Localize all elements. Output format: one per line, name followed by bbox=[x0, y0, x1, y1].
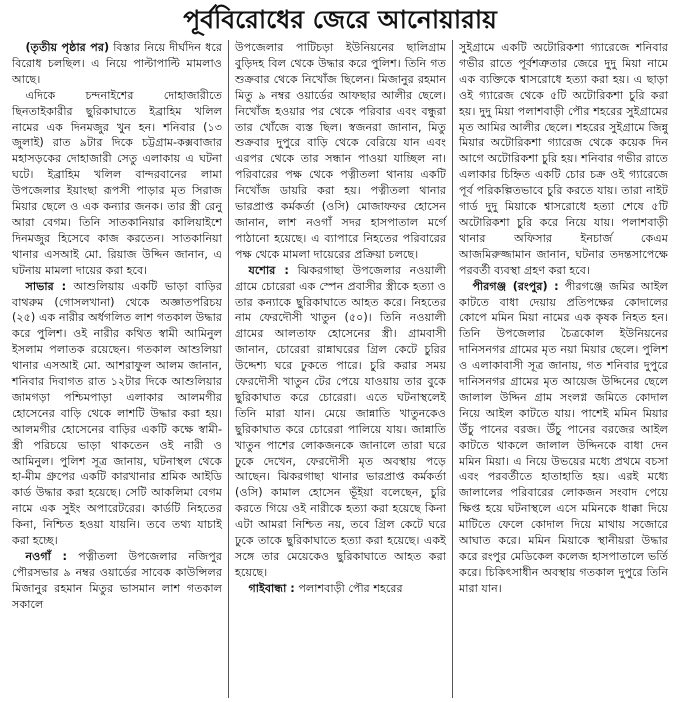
paragraph-text: বিস্তার নিয়ে দীর্ঘদিন ধরে বিরোধ চলছিল। এ নিয়ে পাল্টাপাল্টি মামলাও আছে। bbox=[12, 41, 222, 86]
article-paragraph bbox=[459, 279, 668, 597]
paragraph-text: পত্নীতলা উপজেলার নজিপুর পৌরসভার ৯ নম্বর ওয়ার্ডের সাবেক কাউন্সিলর মিজানুর রহমান মিতুর ভাসমান লাশ গতকাল সকালে bbox=[12, 550, 222, 611]
dateline: যশোর : bbox=[248, 263, 289, 277]
article-paragraph bbox=[235, 581, 446, 597]
dateline: নওগাঁ : bbox=[25, 550, 68, 563]
article-paragraph bbox=[459, 40, 668, 279]
column-3 bbox=[452, 40, 674, 698]
article-paragraph bbox=[12, 40, 222, 88]
article-columns bbox=[6, 40, 674, 698]
column-1 bbox=[6, 40, 228, 698]
paragraph-text: পলাশবাড়ী পৌর শহরের bbox=[294, 581, 403, 595]
article-paragraph bbox=[12, 549, 222, 613]
article-paragraph bbox=[235, 263, 446, 581]
column-2 bbox=[228, 40, 452, 698]
dateline: গাইবান্ধা : bbox=[248, 581, 295, 595]
dateline: (তৃতীয় পৃষ্ঠার পর) bbox=[25, 41, 110, 54]
dateline: সাভার : bbox=[25, 279, 67, 293]
article-paragraph bbox=[12, 279, 222, 549]
article-paragraph bbox=[235, 40, 446, 263]
headline: পূর্ববিরোধের জেরে আনোয়ারায় bbox=[183, 5, 497, 34]
paragraph-text: উপজেলার পাটিচড়া ইউনিয়নের ছালিগ্রাম বুড়িদহ বিল থেকে উদ্ধার করে পুলিশ। তিনি গত শুক্রবার থেকে নিখোঁজ ছিলেন। মিজানুর রহমান মিতু ৯ নম্বর ওয়ার্ডের আফছার আলীর ছেলে। নিখোঁজ হওয়ার পর থেকে পরিবার এবং বন্ধুরা তার খোঁজে ব্যস্ত ছিল। স্বজনরা জানান, মিতু শুক্রবার দুপুরে বাড়ি থেকে বেরিয়ে যান এবং এরপর থেকে তার সন্ধান পাওয়া যাচ্ছিল না। পরিবারের পক্ষ থেকে পত্নীতলা থানায় একটি নিখোঁজ ডায়রি করা হয়। পত্নীতলা থানার ভারপ্রাপ্ত কর্মকর্তা (ওসি) মোজাফফর হোসেন জানান, লাশ নওগাঁ সদর হাসপাতাল মর্গে পাঠানো হয়েছে। এ ব্যাপারে নিহতের পরিবারের পক্ষ থেকে মামলা দায়েরের প্রক্রিয়া চলছে। bbox=[235, 41, 446, 261]
paragraph-text: এদিকে চন্দনাইশের দোহাজারীতে ছিনতাইকারীর ছুরিকাঘাতে ইব্রাহিম খলিল নামের এক দিনমজুর খুন হন। শনিবার (১৩ জুলাই) রাত ৯টার দিকে চট্টগ্রাম-কক্সবাজার মহাসড়কের দোহাজারী সেতু এলাকায় এ ঘটনা ঘটে। ইব্রাহিম খলিল বান্দরবানের লামা উপজেলার ইয়াংছা রূপসী পাড়ার মৃত সিরাজ মিয়ার ছেলে ও এক কন্যার জনক। তার স্ত্রী রেনু আরা বেগম। তিনি সাতকানিয়ার কালিয়াইশে দিনমজুর হিসেবে কাজ করতেন। সাতকানিয়া থানার এসআই মো. রিয়াজ উদ্দিন জানান, এ ঘটনায় মামলা দায়ের করা হবে। bbox=[12, 88, 222, 277]
dateline: পীরগঞ্জ (রংপুর) : bbox=[472, 279, 559, 293]
paragraph-text: আশুলিয়ায় একটি ভাড়া বাড়ির বাথরুম (গোসলখানা) থেকে অজ্ঞাতপরিচয় (২৫) এক নারীর অর্ধগলিত লাশ গতকাল উদ্ধার করে পুলিশ। ওই নারীর কথিত স্বামী আমিনুল ইসলাম পলাতক রয়েছেন। গতকাল আশুলিয়া থানার এসআই মো. আশরাফুল আলম জানান, শনিবার দিবাগত রাত ১২টার দিকে আশুলিয়ার জামগড়া পশ্চিমপাড়া এলাকার আলমগীর হোসেনের বাড়ি থেকে লাশটি উদ্ধার করা হয়। আলমগীর হোসেনের বাড়ির একটি কক্ষে স্বামী-স্ত্রী পরিচয়ে ভাড়া থাকতেন ওই নারী ও আমিনুল। পুলিশ সূত্র জানায়, ঘটনাস্থল থেকে হা-মীম গ্রুপের একটি কারখানার শ্রমিক আইডি কার্ড উদ্ধার করা হয়েছে। সেটি আকলিমা বেগম নামে এক সুইং অপারেটরের। কার্ডটি নিহতের কিনা, নিশ্চিত হওয়া যায়নি। তবে তথ্য যাচাই করা হচ্ছে। bbox=[12, 279, 222, 548]
paragraph-text: পীরগঞ্জে জমির আইল কাটতে বাধা দেয়ায় প্রতিপক্ষের কোদালের কোপে মমিন মিয়া নামের এক কৃষক নিহত হন। তিনি উপজেলার চৈত্রকোল ইউনিয়নের দানিসনগর গ্রামের মৃত নয়া মিয়ার ছেলে। পুলিশ ও এলাকাবাসী সূত্র জানায়, গত শনিবার দুপুরে দানিসনগর গ্রামের মৃত আয়েজ উদ্দিনের ছেলে জালাল উদ্দিন গ্রাম সংলগ্ন জমিতে কোদাল নিয়ে আইল কাটতে যায়। পাশেই মমিন মিয়ার উঁচু পানের বরজ। উঁচু পানের বরজের আইল কাটতে থাকলে জালাল উদ্দিনকে বাধা দেন মমিন মিয়া। এ নিয়ে উভয়ের মধ্যে প্রথমে বচসা এবং পরবর্তীতে হাতাহাতি হয়। এরই মধ্যে জালালের পরিবারের লোকজন সংবাদ পেয়ে ক্ষিপ্ত হয়ে ঘটনাস্থলে এসে মমিনকে ধাক্কা দিয়ে মাটিতে ফেলে কোদাল দিয়ে মাথায় সজোরে আঘাত করে। মমিন মিয়াকে স্থানীয়রা উদ্ধার করে রংপুর মেডিকেল কলেজ হাসপাতালে ভর্তি করে। চিকিৎসাধীন অবস্থায় গতকাল দুপুরে তিনি মারা যান। bbox=[459, 279, 668, 595]
paragraph-text: সুইগ্রামে একটি অটোরিকশা গ্যারেজে শনিবার গভীর রাতে পূর্বশত্রুতার জেরে দুদু মিয়া নামে এক ব্যক্তিকে শ্বাসরোধে হত্যা করা হয়। এ ছাড়া ওই গ্যারেজ থেকে ৫টি অটোরিকশা চুরি করা হয়। দুদু মিয়া পলাশবাড়ী পৌর শহরের সুইগ্রামের মৃত আমির আলীর ছেলে। শহরের সুইগ্রামে জিন্নু মিয়ার অটোরিকশা গ্যারেজ থেকে কয়েক দিন আগে অটোরিকশা চুরি হয়। শনিবার গভীর রাতে এলাকার চিহ্নিত একটি চোর চক্র ওই গ্যারেজে পূর্ব পরিকল্পিতভাবে চুরি করতে যায়। তারা নাইট গার্ড দুদু মিয়াকে শ্বাসরোধে হত্যা শেষে ৫টি অটোরিকশা চুরি করে নিয়ে যায়। পলাশবাড়ী থানার অফিসার ইনচার্জ কেএম আজমিরুজ্জামান জানান, ঘটনার তদন্তসাপেক্ষে পরবর্তী ব্যবস্থা গ্রহণ করা হবে। bbox=[459, 41, 668, 277]
article-paragraph bbox=[12, 88, 222, 279]
paragraph-text: ঝিকরগাছা উপজেলার নওয়ালী গ্রামে চোরেরা এক স্পেন প্রবাসীর স্ত্রীকে হত্যা ও তার কন্যাকে ছুরিকাঘাতে আহত করে। নিহতের নাম ফেরদৌসী খাতুন (৫০)। তিনি নওয়ালী গ্রামের আলতাফ হোসেনের স্ত্রী। গ্রামবাসী জানান, চোরেরা রান্নাঘরের গ্রিল কেটে চুরির উদ্দেশ্য ঘরে ঢুকতে পারে। চুরি করার সময় ফেরদৌসী খাতুন টের পেয়ে যাওয়ায় তার বুকে ছুরিকাঘাত করে চোরেরা। এতে ঘটনাস্থলেই তিনি মারা যান। মেয়ে জান্নাতি খাতুনকেও ছুরিকাঘাত করে চোরেরা পালিয়ে যায়। জান্নাতি খাতুন পাশের লোকজনকে জানালে তারা ঘরে ঢুকে দেখেন, ফেরদৌসী মৃত অবস্থায় পড়ে আছেন। ঝিকরগাছা থানার ভারপ্রাপ্ত কর্মকর্তা (ওসি) কামাল হোসেন ভূঁইয়া বলেছেন, চুরি করতে গিয়ে ওই নারীকে হত্যা করা হয়েছে কিনা এটা আমরা নিশ্চিত নয়, তবে গ্রিল কেটে ঘরে ঢুকে তাকে ছুরিকাঘাতে হত্যা করা হয়েছে। একই সঙ্গে তার মেয়েকেও ছুরিকাঘাতে আহত করা হয়েছে। bbox=[235, 263, 447, 579]
